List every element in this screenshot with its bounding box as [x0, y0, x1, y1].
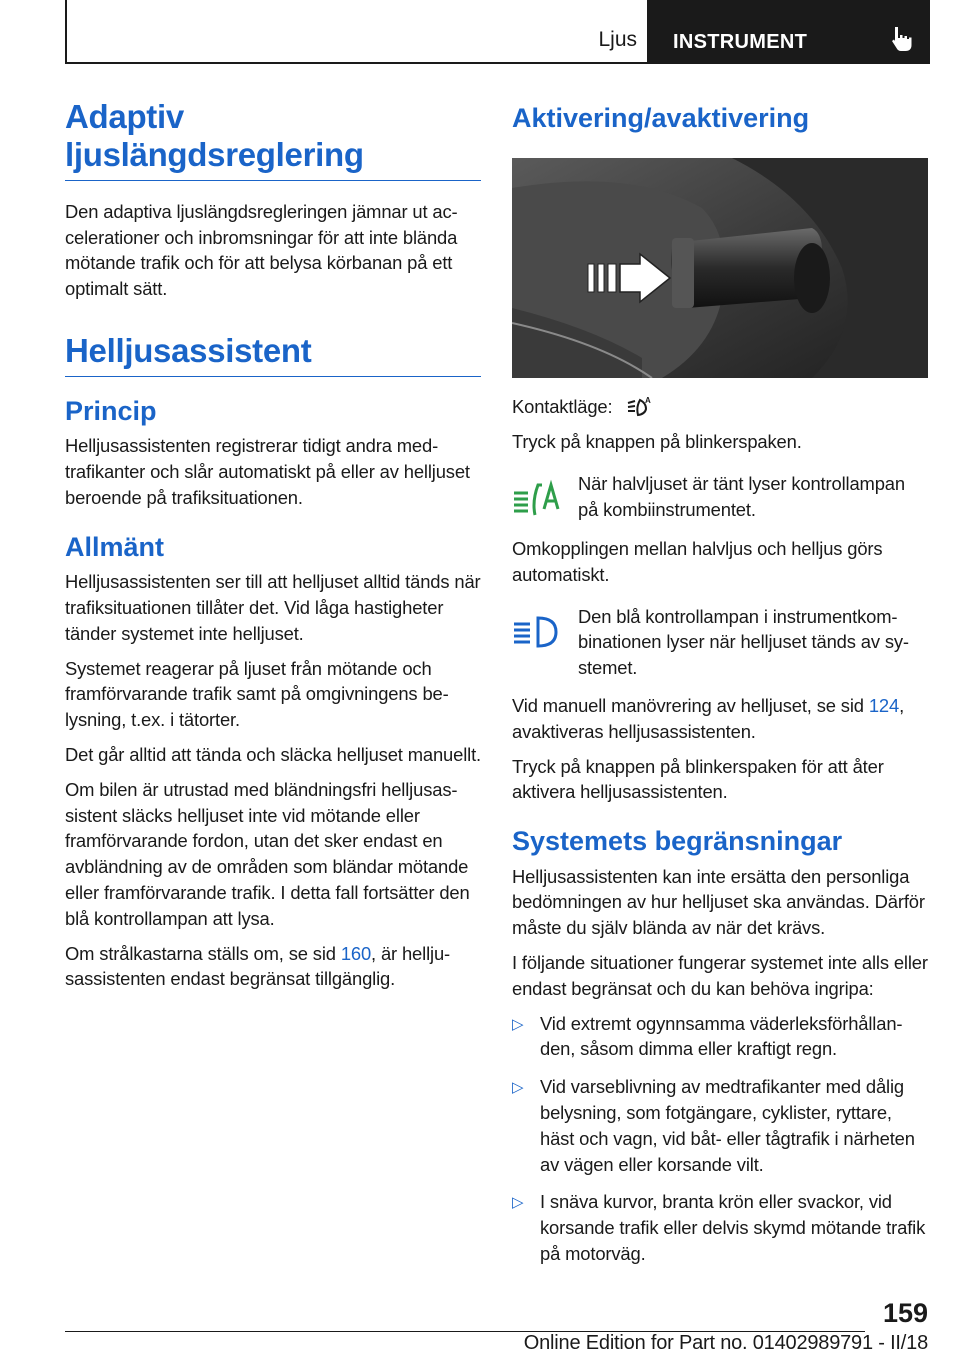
lever-illustration	[512, 158, 928, 378]
paragraph-adaptive-intro: Den adaptiva ljuslängdsregleringen jämnar ut accelerationer och inbromsningar för att inte blända mötande trafik och för att belysa körbanan på ett optimalt sätt.	[65, 200, 458, 300]
page-link-124[interactable]: 124	[868, 694, 900, 716]
page-header	[0, 0, 960, 66]
page-link-160[interactable]: 160	[340, 942, 372, 964]
limitations-list	[512, 1011, 928, 1267]
ignition-state-label: Kontaktläge:	[512, 396, 613, 418]
ignition-state-line	[512, 394, 928, 420]
paragraph-general-2: Systemet reagerar på ljuset från mötande och framförvarande trafik samt på omgivningens belysning, t.ex. i tätorter.	[65, 657, 449, 731]
heading-adaptive-light-range: Adaptiv ljuslängdsreglering	[65, 98, 481, 181]
bullet-triangle-icon: ▷	[512, 1194, 524, 1212]
paragraph-general-4: Om bilen är utrustad med bländningsfri helljusassistent släcks helljuset inte vid mötande eller framförvarande fordon, utan det sker endast en avbländning av de områden som bländar mötande eller framförvarande trafik. I detta fall fortsätter den blå kontrollampan att lysa.	[65, 778, 470, 929]
list-item: ▷ Vid varseblivning av medtrafikanter med dålig belysning, som fotgängare, cyklister, ryttare, häst och vagn, vid båt- eller tågtrafik i närheten av vägen eller korsande vilt.	[512, 1074, 928, 1177]
heading-principle: Princip	[65, 396, 157, 426]
paragraph-manual-operation: Vid manuell manövrering av helljuset, se sid 124, avaktiveras helljusassistenten.	[512, 694, 905, 742]
edition-note: Online Edition for Part no. 01402989791 - II/18	[523, 1332, 928, 1354]
indicator-blue-block	[512, 604, 928, 681]
paragraph-reactivate: Tryck på knappen på blinkerspaken för att åter aktivera helljusassistenten.	[512, 755, 884, 803]
left-column	[65, 98, 481, 1001]
chapter-title: INSTRUMENT	[673, 31, 808, 53]
section-title: Ljus	[598, 28, 637, 51]
list-item: ▷ I snäva kurvor, branta krön eller svackor, vid korsande trafik eller delvis skymd mötande trafik på motorväg.	[512, 1189, 928, 1266]
right-column	[512, 98, 928, 1279]
pointing-hand-icon	[888, 24, 918, 54]
page-number: 159	[882, 1298, 928, 1328]
turn-signal-lever-photo	[512, 158, 928, 378]
bullet-triangle-icon: ▷	[512, 1015, 524, 1033]
indicator-blue-text: Den blå kontrollampan i instrumentkombinationen lyser när helljuset tänds av systemet.	[578, 605, 910, 679]
paragraph-press-button: Tryck på knappen på blinkerspaken.	[512, 431, 802, 453]
paragraph-general-3: Det går alltid att tända och släcka helljuset manuellt.	[65, 743, 481, 765]
heading-high-beam-assistant: Helljusassistent	[65, 332, 481, 377]
bullet-triangle-icon: ▷	[512, 1079, 524, 1097]
paragraph-general-1: Helljusassistenten ser till att helljuset alltid tänds när trafiksituationen tillåter det. Vid låga hastigheter tänder systemet inte helljuset.	[65, 571, 481, 644]
svg-text:A: A	[645, 396, 652, 406]
paragraph-principle: Helljusassistenten registrerar tidigt andra medtrafikanter och slår automatiskt på eller av helljuset beroende på trafiksituationen.	[65, 435, 470, 508]
section-box	[65, 0, 649, 64]
heading-system-limits: Systemets begränsningar	[512, 826, 843, 857]
high-beam-assist-green-icon	[512, 479, 564, 519]
heading-general: Allmänt	[65, 531, 165, 562]
heading-activation: Aktivering/avaktivering	[512, 103, 810, 133]
paragraph-limits-2: I följande situationer fungerar systemet inte alls eller endast begränsat och du kan behöva ingripa:	[512, 951, 928, 999]
ignition-standby-icon	[626, 395, 652, 419]
list-item: ▷ Vid extremt ogynnsamma väderleksförhållanden, såsom dimma eller kraftigt regn.	[512, 1011, 928, 1063]
high-beam-blue-icon	[512, 612, 564, 652]
indicator-green-text: När halvljuset är tänt lyser kontrollampan på kombiinstrumentet.	[578, 472, 905, 520]
indicator-green-block	[512, 471, 928, 524]
paragraph-general-5: Om strålkastarna ställs om, se sid 160, är helljusassistenten endast begränsat tillgänglig.	[65, 942, 451, 990]
chapter-tab	[649, 0, 930, 64]
paragraph-switching: Omkopplingen mellan halvljus och helljus görs automatiskt.	[512, 537, 883, 585]
paragraph-limits-1: Helljusassistenten kan inte ersätta den personliga bedömningen av hur helljuset ska användas. Därför måste du själv blända av när det krävs.	[512, 865, 925, 939]
